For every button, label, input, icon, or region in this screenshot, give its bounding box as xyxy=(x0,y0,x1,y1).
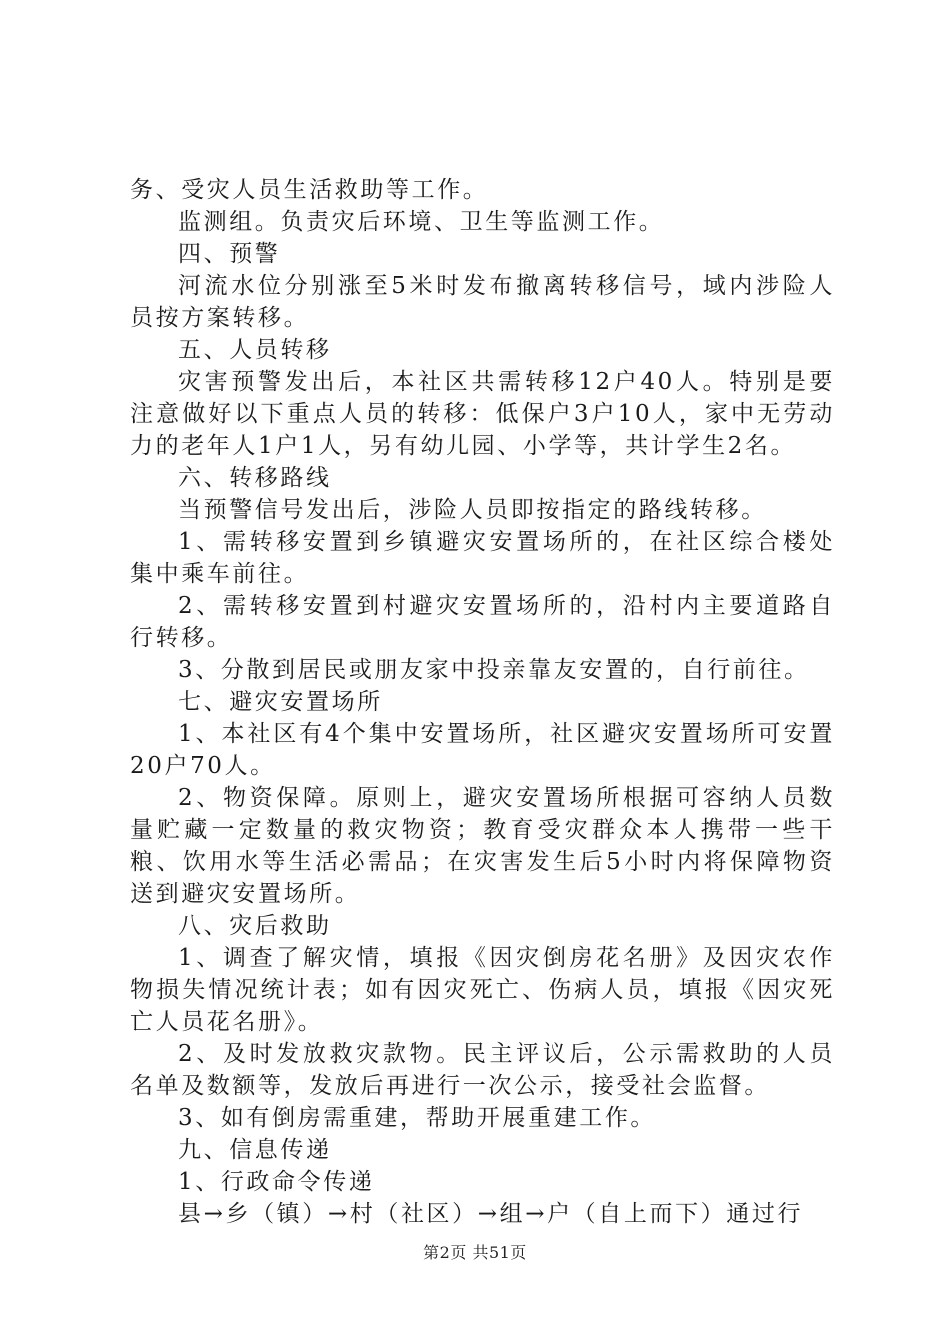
paragraph: 1、调查了解灾情，填报《因灾倒房花名册》及因灾农作物损失情况统计表；如有因灾死亡、伤病人员，填报《因灾死亡人员花名册》。 xyxy=(130,945,835,1035)
paragraph: 1、本社区有4个集中安置场所，社区避灾安置场所可安置20户70人。 xyxy=(130,721,835,779)
paragraph: 八、灾后救助 xyxy=(178,913,332,939)
paragraph: 河流水位分别涨至5米时发布撤离转移信号，域内涉险人员按方案转移。 xyxy=(130,273,835,331)
paragraph: 灾害预警发出后，本社区共需转移12户40人。特别是要注意做好以下重点人员的转移：低保户3户10人，家中无劳动力的老年人1户1人，另有幼儿园、小学等，共计学生2名。 xyxy=(130,369,835,459)
paragraph: 六、转移路线 xyxy=(178,465,332,491)
paragraph: 九、信息传递 xyxy=(178,1137,332,1163)
paragraph: 3、分散到居民或朋友家中投亲靠友安置的，自行前往。 xyxy=(178,657,810,683)
paragraph: 七、避灾安置场所 xyxy=(178,689,383,715)
paragraph: 2、需转移安置到村避灾安置场所的，沿村内主要道路自行转移。 xyxy=(130,593,835,651)
page-footer: 第2页 共51页 xyxy=(423,1243,527,1262)
paragraph: 2、及时发放救灾款物。民主评议后，公示需救助的人员名单及数额等，发放后再进行一次公示，接受社会监督。 xyxy=(130,1041,835,1099)
paragraph: 1、行政命令传递 xyxy=(178,1169,375,1195)
paragraph: 五、人员转移 xyxy=(178,337,332,363)
document-body xyxy=(130,174,835,1230)
paragraph: 四、预警 xyxy=(178,241,281,267)
paragraph: 1、需转移安置到乡镇避灾安置场所的，在社区综合楼处集中乘车前往。 xyxy=(130,529,835,587)
paragraph: 2、物资保障。原则上，避灾安置场所根据可容纳人员数量贮藏一定数量的救灾物资；教育受灾群众本人携带一些干粮、饮用水等生活必需品；在灾害发生后5小时内将保障物资送到避灾安置场所。 xyxy=(130,785,835,907)
paragraph: 县→乡（镇）→村（社区）→组→户（自上而下）通过行 xyxy=(178,1201,804,1227)
paragraph: 务、受灾人员生活救助等工作。 xyxy=(130,177,489,203)
paragraph: 3、如有倒房需重建，帮助开展重建工作。 xyxy=(178,1105,657,1131)
paragraph: 监测组。负责灾后环境、卫生等监测工作。 xyxy=(178,209,665,235)
paragraph: 当预警信号发出后，涉险人员即按指定的路线转移。 xyxy=(178,497,767,523)
